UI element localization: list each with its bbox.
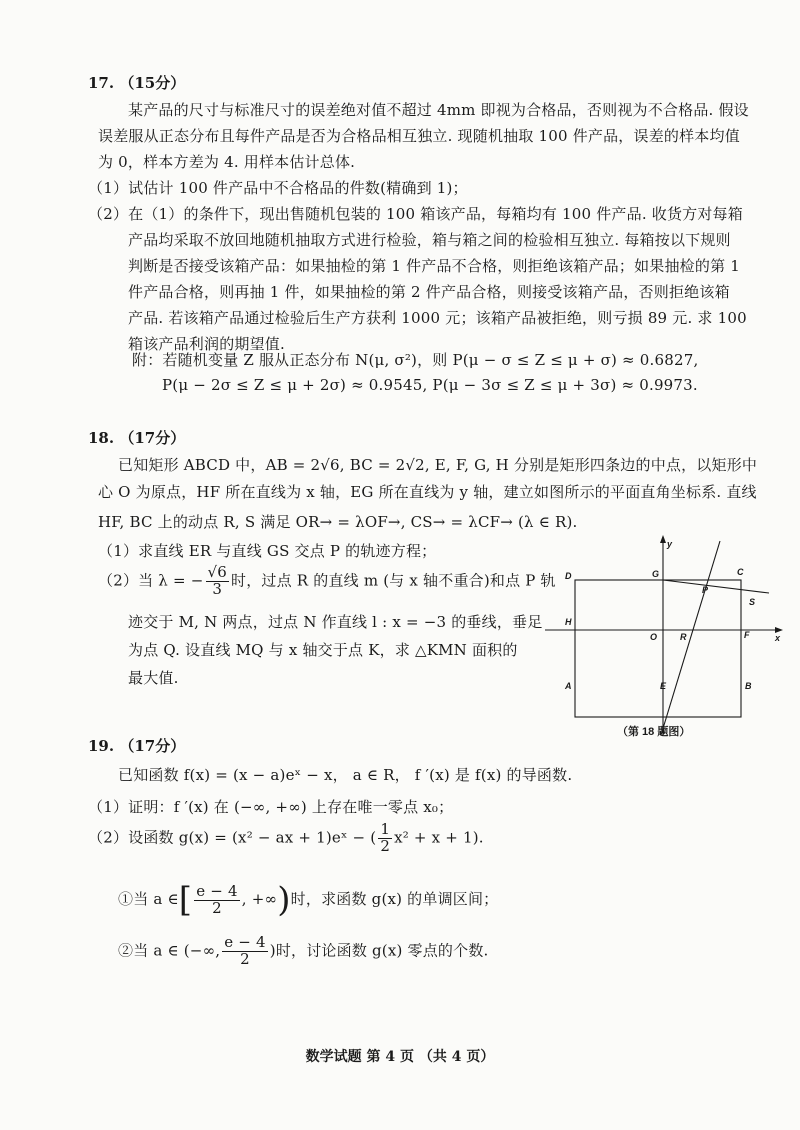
q17-appendix: 附：若随机变量 Z 服从正态分布 N(μ, σ²)，则 P(μ − σ ≤ Z ≤ μ + σ) ≈ 0.6827,	[132, 351, 699, 369]
q19-part2-b: x² + x + 1).	[394, 828, 484, 847]
q17-line: 某产品的尺寸与标准尺寸的误差绝对值不超过 4mm 即视为合格品，否则视为不合格品. 假设	[128, 101, 749, 119]
q17-part1: （1）试估计 100 件产品中不合格品的件数(精确到 1)；	[88, 179, 468, 197]
q18-lambda-denominator: 3	[212, 579, 223, 598]
q19-sub1	[118, 880, 498, 920]
q18-line: HF, BC 上的动点 R, S 满足 OR→ = λOF→, CS→ = λCF→ (λ ∈ R).	[98, 513, 578, 531]
q18-part1: （1）求直线 ER 与直线 GS 交点 P 的轨迹方程；	[98, 542, 437, 560]
q19-sub2-denominator: 2	[240, 949, 250, 968]
left-bracket: [	[178, 880, 193, 920]
q19-part2-denominator: 2	[380, 836, 391, 855]
q18-line: 心 O 为原点，HF 所在直线为 x 轴，EG 所在直线为 y 轴，建立如图所示的平面直角坐标系. 直线	[98, 483, 757, 501]
label-p: P	[702, 585, 709, 595]
label-d: D	[565, 571, 572, 581]
line-er	[661, 541, 720, 735]
q19-part2	[88, 822, 484, 855]
label-c: C	[737, 567, 744, 577]
label-a: A	[565, 681, 572, 691]
label-g: G	[652, 569, 660, 579]
line-gs	[663, 580, 769, 593]
q19-sub1-prefix: ①当 a ∈	[118, 890, 179, 908]
question-19-header: 19. （17分）	[88, 737, 186, 755]
q19-part2-fraction	[378, 822, 392, 855]
q19-sub2-suffix: )时，讨论函数 g(x) 零点的个数.	[269, 941, 489, 960]
q19-sub2-prefix: ②当 a ∈ (−∞,	[118, 941, 221, 960]
q17-line: 产品. 若该箱产品通过检验后生产方获利 1000 元；该箱产品被拒绝，则亏损 89 元. 求 100	[128, 309, 747, 327]
q18-lambda-prefix: （2）当 λ = −	[98, 571, 204, 590]
q18-lambda-numerator: √6	[207, 563, 228, 581]
rectangle-abcd	[575, 580, 741, 717]
q17-line: 为 0，样本方差为 4. 用样本估计总体.	[98, 153, 356, 171]
q17-line: 件产品合格，则再抽 1 件，如果抽检的第 2 件产品合格，则接受该箱产品，否则拒绝该箱	[128, 283, 730, 301]
label-e: E	[660, 681, 667, 691]
label-x: x	[775, 633, 781, 643]
q19-sub1-infinity: , +∞	[241, 890, 278, 908]
q19-part2-numerator: 1	[380, 820, 391, 838]
q17-line: 产品均采取不放回地随机抽取方式进行检验，箱与箱之间的检验相互独立. 每箱按以下规则	[128, 231, 731, 249]
q19-sub1-denominator: 2	[212, 898, 222, 917]
q18-part2	[98, 565, 556, 598]
q17-line: 误差服从正态分布且每件产品是否为合格品相互独立. 现随机抽取 100 件产品，误差的样本均值	[98, 127, 740, 145]
q19-sub1-fraction	[194, 881, 240, 917]
q17-line: 判断是否接受该箱产品：如果抽检的第 1 件产品不合格，则拒绝该箱产品；如果抽检的第 1	[128, 257, 740, 275]
right-paren: )	[277, 880, 291, 920]
q19-line: 已知函数 f(x) = (x − a)eˣ − x， a ∈ R， f ′(x) 是 f(x) 的导函数.	[118, 766, 573, 784]
page-footer: 数学试题 第 4 页 （共 4 页）	[305, 1049, 495, 1065]
q17-line: 箱该产品利润的期望值.	[128, 335, 285, 353]
q19-sub2-fraction	[222, 935, 268, 968]
label-b: B	[745, 681, 752, 691]
q18-part2-text: 时，过点 R 的直线 m (与 x 轴不重合)和点 P 轨	[231, 571, 556, 590]
label-o: O	[650, 632, 658, 642]
q17-part2: （2）在（1）的条件下，现出售随机包装的 100 箱该产品，每箱均有 100 件产品. 收货方对每箱	[88, 205, 743, 223]
label-y: y	[667, 539, 673, 549]
q19-sub1-numerator: e − 4	[196, 881, 238, 900]
label-r: R	[680, 632, 687, 642]
q18-line: 已知矩形 ABCD 中，AB = 2√6, BC = 2√2, E, F, G, H 分别是矩形四条边的中点，以矩形中	[118, 456, 758, 474]
q18-figure	[545, 535, 790, 745]
label-s: S	[749, 597, 756, 607]
question-17-header: 17. （15分）	[88, 74, 186, 92]
q18-lambda-fraction	[206, 565, 230, 598]
q18-line: 迹交于 M, N 两点，过点 N 作直线 l : x = −3 的垂线，垂足	[128, 613, 543, 631]
q18-line: 为点 Q. 设直线 MQ 与 x 轴交于点 K，求 △KMN 面积的	[128, 641, 518, 659]
q19-sub1-suffix: 时，求函数 g(x) 的单调区间；	[290, 890, 499, 908]
q19-part2-a: （2）设函数 g(x) = (x² − ax + 1)eˣ − (	[88, 828, 377, 847]
q17-appendix: P(μ − 2σ ≤ Z ≤ μ + 2σ) ≈ 0.9545, P(μ − 3σ ≤ Z ≤ μ + 3σ) ≈ 0.9973.	[162, 376, 698, 394]
label-f: F	[744, 630, 750, 640]
q19-sub2-numerator: e − 4	[224, 933, 266, 951]
q19-part1: （1）证明：f ′(x) 在 (−∞, +∞) 上存在唯一零点 x₀；	[88, 798, 454, 816]
question-18-header: 18. （17分）	[88, 429, 186, 447]
q18-line: 最大值.	[128, 669, 179, 687]
figure-caption: （第 18 题图）	[617, 726, 691, 738]
q19-sub2	[118, 935, 489, 968]
y-axis-arrow	[660, 535, 666, 543]
label-h: H	[565, 617, 572, 627]
